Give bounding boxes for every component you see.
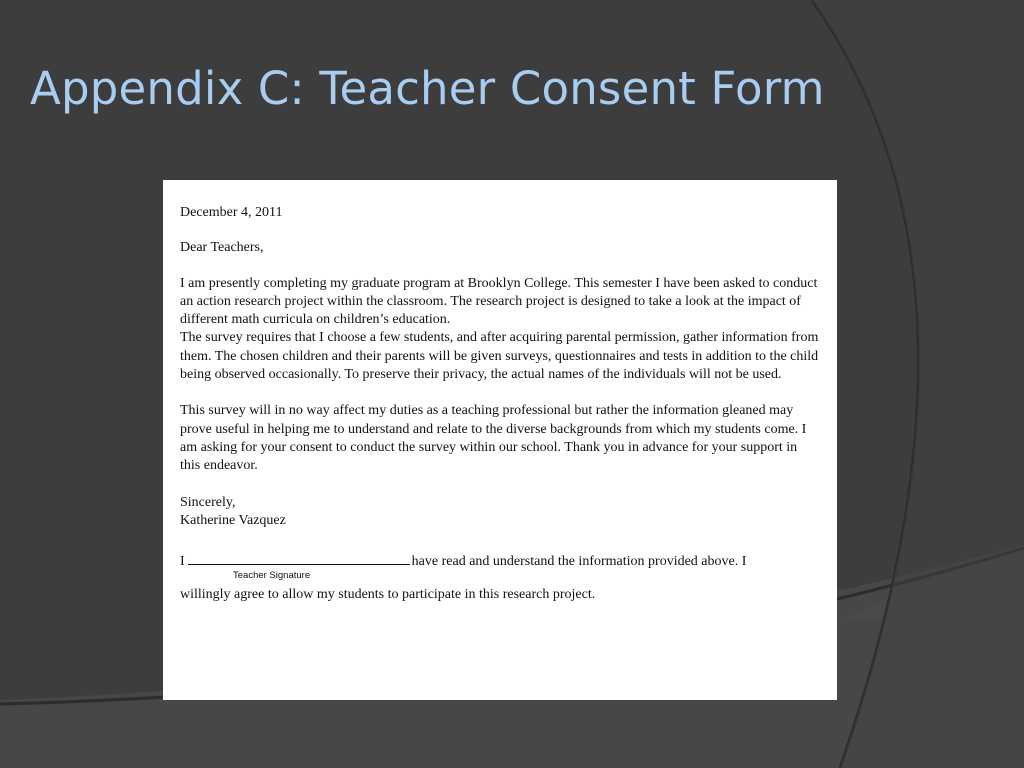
letter-author: Katherine Vazquez (180, 512, 286, 528)
signature-line (188, 550, 410, 565)
letter-closing: Sincerely, (180, 494, 236, 510)
consent-continuation: willingly agree to allow my students to participate in this research project. (180, 587, 596, 603)
consent-form-document (163, 180, 837, 700)
signature-caption: Teacher Signature (233, 570, 311, 582)
page-title: Appendix C: Teacher Consent Form (30, 62, 825, 115)
letter-greeting: Dear Teachers, (180, 240, 264, 256)
letter-paragraph: I am presently completing my graduate program at Brooklyn College. This semester I have been asked to conduct an action research project within the classroom. The research project is designed to take a look at the impact of different math curricula on children’s education. (180, 275, 818, 328)
letter-date: December 4, 2011 (180, 205, 283, 220)
letter-paragraph: The survey requires that I choose a few students, and after acquiring parental permission, gather information from them. The chosen children and their parents will be given surveys, questionnaires and tests in addition to the child being observed occasionally. To preserve their privacy, the actual names of the individuals will not be used. (180, 330, 819, 383)
consent-suffix: have read and understand the information provided above. I (411, 554, 747, 570)
letter-paragraph: This survey will in no way affect my duties as a teaching professional but rather the information gleaned may prove useful in helping me to understand and relate to the diverse backgrounds from which my students come. I am asking for your consent to conduct the survey within our school. Thank you in advance for your support in this endeavor. (180, 403, 807, 474)
consent-statement (180, 550, 819, 571)
consent-prefix: I (180, 554, 185, 570)
